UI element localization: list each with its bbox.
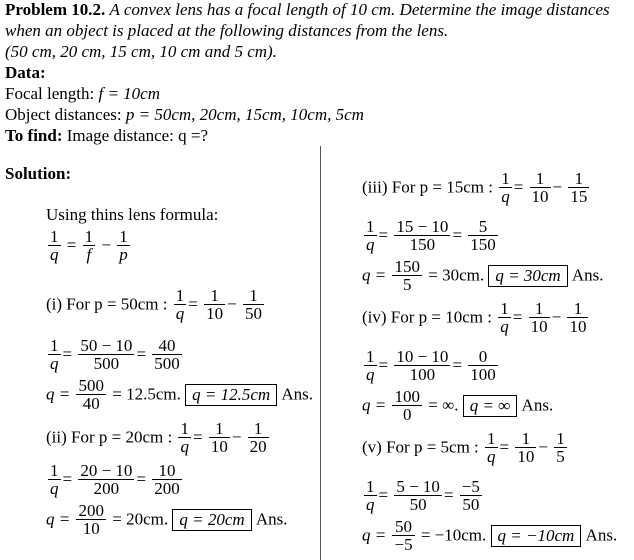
case-label: (i) For p = 50cm : <box>46 294 168 314</box>
fraction: $\frac{1}{15}$ <box>570 169 588 206</box>
case-equation-1: (v) For p = 5cm : $\frac{1}{q}$ = $\frac{1}{10}$ − $\frac{1}{5}$ <box>362 429 565 466</box>
case-label: (v) For p = 5cm : <box>362 437 479 457</box>
fraction: $\frac{1}{q}$ <box>500 299 509 336</box>
fraction: $\frac{1}{50}$ <box>244 286 262 323</box>
fraction: $\frac{1}{p}$ <box>119 227 128 264</box>
fraction: $\frac{1}{q}$ <box>50 227 59 264</box>
fraction: $\frac{1}{10}$ <box>530 299 548 336</box>
problem-line-1 <box>5 0 610 20</box>
case-equation-2: $\frac{1}{q}$ = $\frac{50 - 10}{500}$ = $\frac{40}{500}$ <box>50 336 180 373</box>
fraction: $\frac{1}{q}$ <box>50 336 59 373</box>
fraction: $\frac{10}{200}$ <box>154 461 180 498</box>
fraction: $\frac{200}{10}$ <box>78 501 104 538</box>
fraction: $\frac{1}{q}$ <box>501 169 510 206</box>
to-find-text: Image distance: q =? <box>66 126 209 145</box>
fraction: $\frac{1}{10}$ <box>206 286 224 323</box>
case-label: (ii) For p = 20cm : <box>46 427 173 447</box>
fraction: $\frac{1}{q}$ <box>180 419 189 456</box>
case-equation-2: $\frac{1}{q}$ = $\frac{20 - 10}{200}$ = $\frac{10}{200}$ <box>50 461 180 498</box>
case-equation-2: $\frac{1}{q}$ = $\frac{15 - 10}{150}$ = $\frac{5}{150}$ <box>366 217 496 254</box>
solution-heading: Solution: <box>5 164 72 183</box>
object-value: p = 50cm, 20cm, 15cm, 10cm, 5cm <box>125 105 364 124</box>
fraction: $\frac{1}{20}$ <box>249 419 267 456</box>
case-result: q = $\frac{500}{40}$ = 12.5cm. q = 12.5cm Ans. <box>46 376 314 413</box>
fraction: $\frac{1}{q}$ <box>50 461 59 498</box>
case-result: q = $\frac{100}{0}$ = ∞. q = ∞ Ans. <box>362 387 554 424</box>
problem-text-1: A convex lens has a focal length of 10 cm. Determine the image distances <box>109 0 610 19</box>
answer-label: Ans. <box>521 395 554 415</box>
boxed-answer: q = ∞ <box>463 395 518 417</box>
object-distance-line <box>5 105 364 125</box>
boxed-answer: q = 12.5cm <box>185 384 277 406</box>
fraction: $\frac{1}{f}$ <box>84 227 94 264</box>
boxed-answer: q = 20cm <box>172 509 251 531</box>
fraction: $\frac{1}{q}$ <box>487 429 496 466</box>
fraction: $\frac{-5}{50}$ <box>461 477 480 514</box>
fraction: $\frac{1}{10}$ <box>569 299 587 336</box>
answer-label: Ans. <box>281 384 314 404</box>
case-equation-1: (iv) For p = 10cm : $\frac{1}{q}$ = $\frac{1}{10}$ − $\frac{1}{10}$ <box>362 299 587 336</box>
problem-text-3: (50 cm, 20 cm, 15 cm, 10 cm and 5 cm). <box>5 42 277 61</box>
fraction: $\frac{1}{q}$ <box>366 347 375 384</box>
problem-label: Problem 10.2. <box>5 0 106 19</box>
case-equation-2: $\frac{1}{q}$ = $\frac{10 - 10}{100}$ = $\frac{0}{100}$ <box>366 347 496 384</box>
fraction: $\frac{1}{10}$ <box>517 429 535 466</box>
fraction: $\frac{1}{q}$ <box>366 477 375 514</box>
to-find-line <box>5 126 208 146</box>
case-result: q = $\frac{150}{5}$ = 30cm. q = 30cm Ans. <box>362 257 604 294</box>
answer-label: Ans. <box>585 525 618 545</box>
object-label: Object distances: <box>5 105 122 124</box>
to-find-label: To find: <box>5 126 63 145</box>
boxed-answer: q = 30cm <box>488 265 567 287</box>
case-label: (iii) For p = 15cm : <box>362 177 493 197</box>
fraction: $\frac{40}{500}$ <box>154 336 180 373</box>
data-heading: Data: <box>5 63 46 82</box>
case-equation-1: (iii) For p = 15cm : $\frac{1}{q}$ = $\frac{1}{10}$ − $\frac{1}{15}$ <box>362 169 588 206</box>
case-equation-1: (ii) For p = 20cm : $\frac{1}{q}$ = $\frac{1}{10}$ − $\frac{1}{20}$ <box>46 419 267 456</box>
fraction: $\frac{1}{q}$ <box>366 217 375 254</box>
fraction: $\frac{20 - 10}{200}$ <box>80 461 133 498</box>
fraction: $\frac{100}{0}$ <box>394 387 420 424</box>
fraction: $\frac{1}{10}$ <box>210 419 228 456</box>
column-divider <box>320 146 321 560</box>
problem-text-2: when an object is placed at the following distances from the lens. <box>5 21 449 40</box>
fraction: $\frac{150}{5}$ <box>394 257 420 294</box>
case-result: q = $\frac{50}{-5}$ = −10cm. q = −10cm Ans. <box>362 517 618 554</box>
case-equation-1: (i) For p = 50cm : $\frac{1}{q}$ = $\frac{1}{10}$ − $\frac{1}{50}$ <box>46 286 262 323</box>
focal-value: f = 10cm <box>98 84 161 103</box>
case-result: q = $\frac{200}{10}$ = 20cm. q = 20cm Ans. <box>46 501 288 538</box>
focal-label: Focal length: <box>5 84 95 103</box>
fraction: $\frac{0}{100}$ <box>470 347 496 384</box>
fraction: $\frac{500}{40}$ <box>78 376 104 413</box>
lens-formula: $\frac{1}{q}$ = $\frac{1}{f}$ − $\frac{1}{p}$ <box>50 227 128 264</box>
fraction: $\frac{10 - 10}{100}$ <box>396 347 449 384</box>
fraction: $\frac{1}{10}$ <box>531 169 549 206</box>
focal-length-line <box>5 84 160 104</box>
answer-label: Ans. <box>255 509 288 529</box>
fraction: $\frac{50}{-5}$ <box>394 517 413 554</box>
answer-label: Ans. <box>571 265 604 285</box>
fraction: $\frac{1}{q}$ <box>175 286 185 323</box>
boxed-answer: q = −10cm <box>491 525 582 547</box>
fraction: $\frac{15 - 10}{150}$ <box>396 217 449 254</box>
fraction: $\frac{5 - 10}{50}$ <box>396 477 440 514</box>
fraction: $\frac{1}{5}$ <box>556 429 565 466</box>
solution-intro: Using thins lens formula: <box>46 205 219 224</box>
fraction: $\frac{50 - 10}{500}$ <box>80 336 133 373</box>
fraction: $\frac{5}{150}$ <box>470 217 496 254</box>
case-label: (iv) For p = 10cm : <box>362 307 492 327</box>
case-equation-2: $\frac{1}{q}$ = $\frac{5 - 10}{50}$ = $\frac{-5}{50}$ <box>366 477 480 514</box>
